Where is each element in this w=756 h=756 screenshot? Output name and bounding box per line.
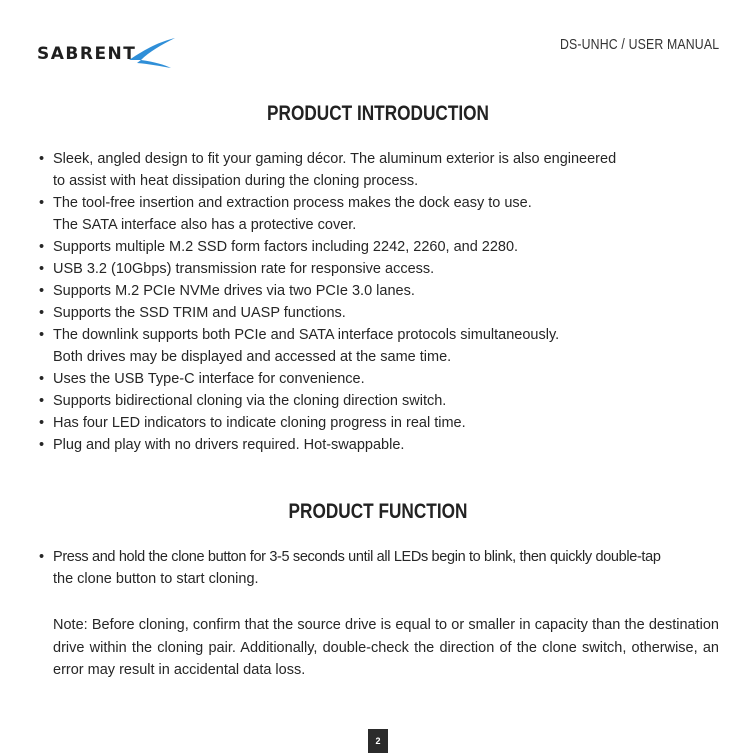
list-item bbox=[39, 390, 739, 412]
list-item bbox=[39, 280, 739, 302]
list-item-line: • Uses the USB Type-C interface for convenience. bbox=[53, 371, 365, 387]
list-item bbox=[39, 236, 739, 258]
list-item-line: The SATA interface also has a protective cover. bbox=[53, 217, 357, 233]
function-bullet-list bbox=[39, 546, 739, 590]
list-item-line: • Sleek, angled design to fit your gaming décor. The aluminum exterior is also engineered bbox=[53, 151, 617, 167]
list-item bbox=[39, 412, 739, 434]
list-item bbox=[39, 192, 739, 236]
document-id: DS-UNHC / USER MANUAL bbox=[559, 36, 719, 53]
function-title: PRODUCT FUNCTION bbox=[288, 500, 468, 523]
list-item bbox=[39, 324, 739, 368]
list-item-line: • The tool-free insertion and extraction process makes the dock easy to use. bbox=[53, 195, 532, 211]
list-item-line: to assist with heat dissipation during the cloning process. bbox=[53, 173, 419, 189]
list-item-line: • Supports bidirectional cloning via the cloning direction switch. bbox=[53, 393, 447, 409]
brand-name: SABRENT bbox=[37, 44, 137, 64]
list-item-line: • Supports the SSD TRIM and UASP functions. bbox=[53, 305, 346, 321]
page-number-badge: 2 bbox=[368, 729, 388, 753]
list-item bbox=[39, 546, 739, 590]
list-item-line: • USB 3.2 (10Gbps) transmission rate for responsive access. bbox=[53, 261, 435, 277]
list-item bbox=[39, 148, 739, 192]
list-item-line: • Has four LED indicators to indicate cloning progress in real time. bbox=[53, 415, 466, 431]
intro-bullet-list bbox=[39, 148, 739, 456]
list-item-line: • Supports multiple M.2 SSD form factors including 2242, 2260, and 2280. bbox=[53, 239, 519, 255]
list-item-line: • Plug and play with no drivers required. Hot-swappable. bbox=[53, 437, 405, 453]
list-item bbox=[39, 368, 739, 390]
list-item bbox=[39, 302, 739, 324]
list-item-line: Both drives may be displayed and accessed at the same time. bbox=[53, 349, 452, 365]
list-item-line: • Supports M.2 PCIe NVMe drives via two PCIe 3.0 lanes. bbox=[53, 283, 415, 299]
list-item-line: • Press and hold the clone button for 3-5 seconds until all LEDs begin to blink, then quickly double-tap bbox=[53, 549, 661, 565]
list-item bbox=[39, 258, 739, 280]
sabrent-logo bbox=[37, 36, 177, 70]
intro-title: PRODUCT INTRODUCTION bbox=[267, 102, 489, 125]
cloning-note: Note: Before cloning, confirm that the source drive is equal to or smaller in capacity than the destination drive within the cloning pair. Additionally, double-check the direction of the clone switch, otherwise, an error may result in accidental data loss. bbox=[53, 617, 719, 678]
list-item bbox=[39, 434, 739, 456]
list-item-line: • The downlink supports both PCIe and SATA interface protocols simultaneously. bbox=[53, 327, 560, 343]
list-item-line: the clone button to start cloning. bbox=[53, 571, 259, 587]
